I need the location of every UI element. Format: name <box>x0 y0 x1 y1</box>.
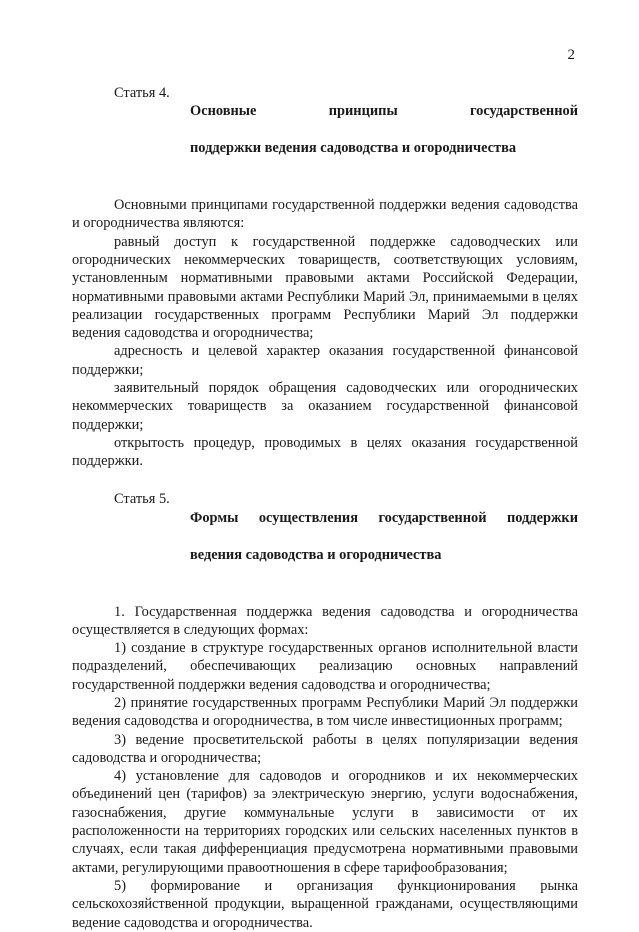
article-4-paragraph: заявительный порядок обращения садоводческих или огороднических некоммерческих товариществ за оказанием государственной финансовой поддержки; <box>72 380 578 433</box>
article-5-paragraph: 3) ведение просветительской работы в целях популяризации ведения садоводства и огородничества; <box>72 731 578 766</box>
article-4-paragraph: Основными принципами государственной поддержки ведения садоводства и огородничества являются: <box>72 197 578 232</box>
article-5-paragraph: 5) формирование и организация функционирования рынка сельскохозяйственной продукции, выращенной гражданами, осуществляющими ведение садоводства и огородничества. <box>72 877 578 931</box>
article-5-title-line-2: ведения садоводства и огородничества <box>190 546 442 563</box>
article-5-heading <box>72 490 578 582</box>
article-5-paragraph: 1) создание в структуре государственных органов исполнительной власти подразделений, обеспечивающих реализацию основных направлений государственной поддержки ведения садоводства и огородничества; <box>72 640 578 693</box>
article-4-label: Статья 4. <box>114 85 170 101</box>
page-number: 2 <box>567 47 575 63</box>
article-4-paragraph: равный доступ к государственной поддержке садоводческих или огороднических некоммерческих товариществ, соответствующих условиям, установленным нормативными правовыми актами Российской Федерации, нормативными правовыми актами Республики Марий Эл, принимаемыми в целях реализации государственных программ Республики Марий Эл поддержки ведения садоводства и огородничества; <box>72 233 578 342</box>
article-5-label: Статья 5. <box>114 491 170 508</box>
article-5-title <box>190 490 578 582</box>
article-5-paragraph: 1. Государственная поддержка ведения садоводства и огородничества осуществляется в следующих формах: <box>72 603 578 638</box>
article-4-title-line-1: Основные принципы государственной <box>190 103 578 120</box>
article-5-title-line-1: Формы осуществления государственной поддержки <box>190 509 578 526</box>
article-4-title-line-2: поддержки ведения садоводства и огородничества <box>190 140 517 157</box>
article-4-paragraph: открытость процедур, проводимых в целях оказания государственной поддержки. <box>72 434 578 470</box>
article-4-paragraph: адресность и целевой характер оказания государственной финансовой поддержки; <box>72 343 578 378</box>
article-5-paragraph: 4) установление для садоводов и огородников и их некоммерческих объединений цен (тарифов) за электрическую энергию, услуги водоснабжения, газоснабжения, другие коммунальные услуги в зависимости от их расположенности на территориях городских или сельских населенных пунктов в случаях, если такая дифференциация предусмотрена нормативными правовыми актами, регулирующими правоотношения в сфере тарифообразования; <box>72 768 578 876</box>
article-4-title <box>190 84 578 176</box>
document-content <box>72 84 578 932</box>
article-4-heading <box>72 84 578 176</box>
article-5-paragraph: 2) принятие государственных программ Республики Марий Эл поддержки ведения садоводства и огородничества, в том числе инвестиционных программ; <box>72 695 578 730</box>
